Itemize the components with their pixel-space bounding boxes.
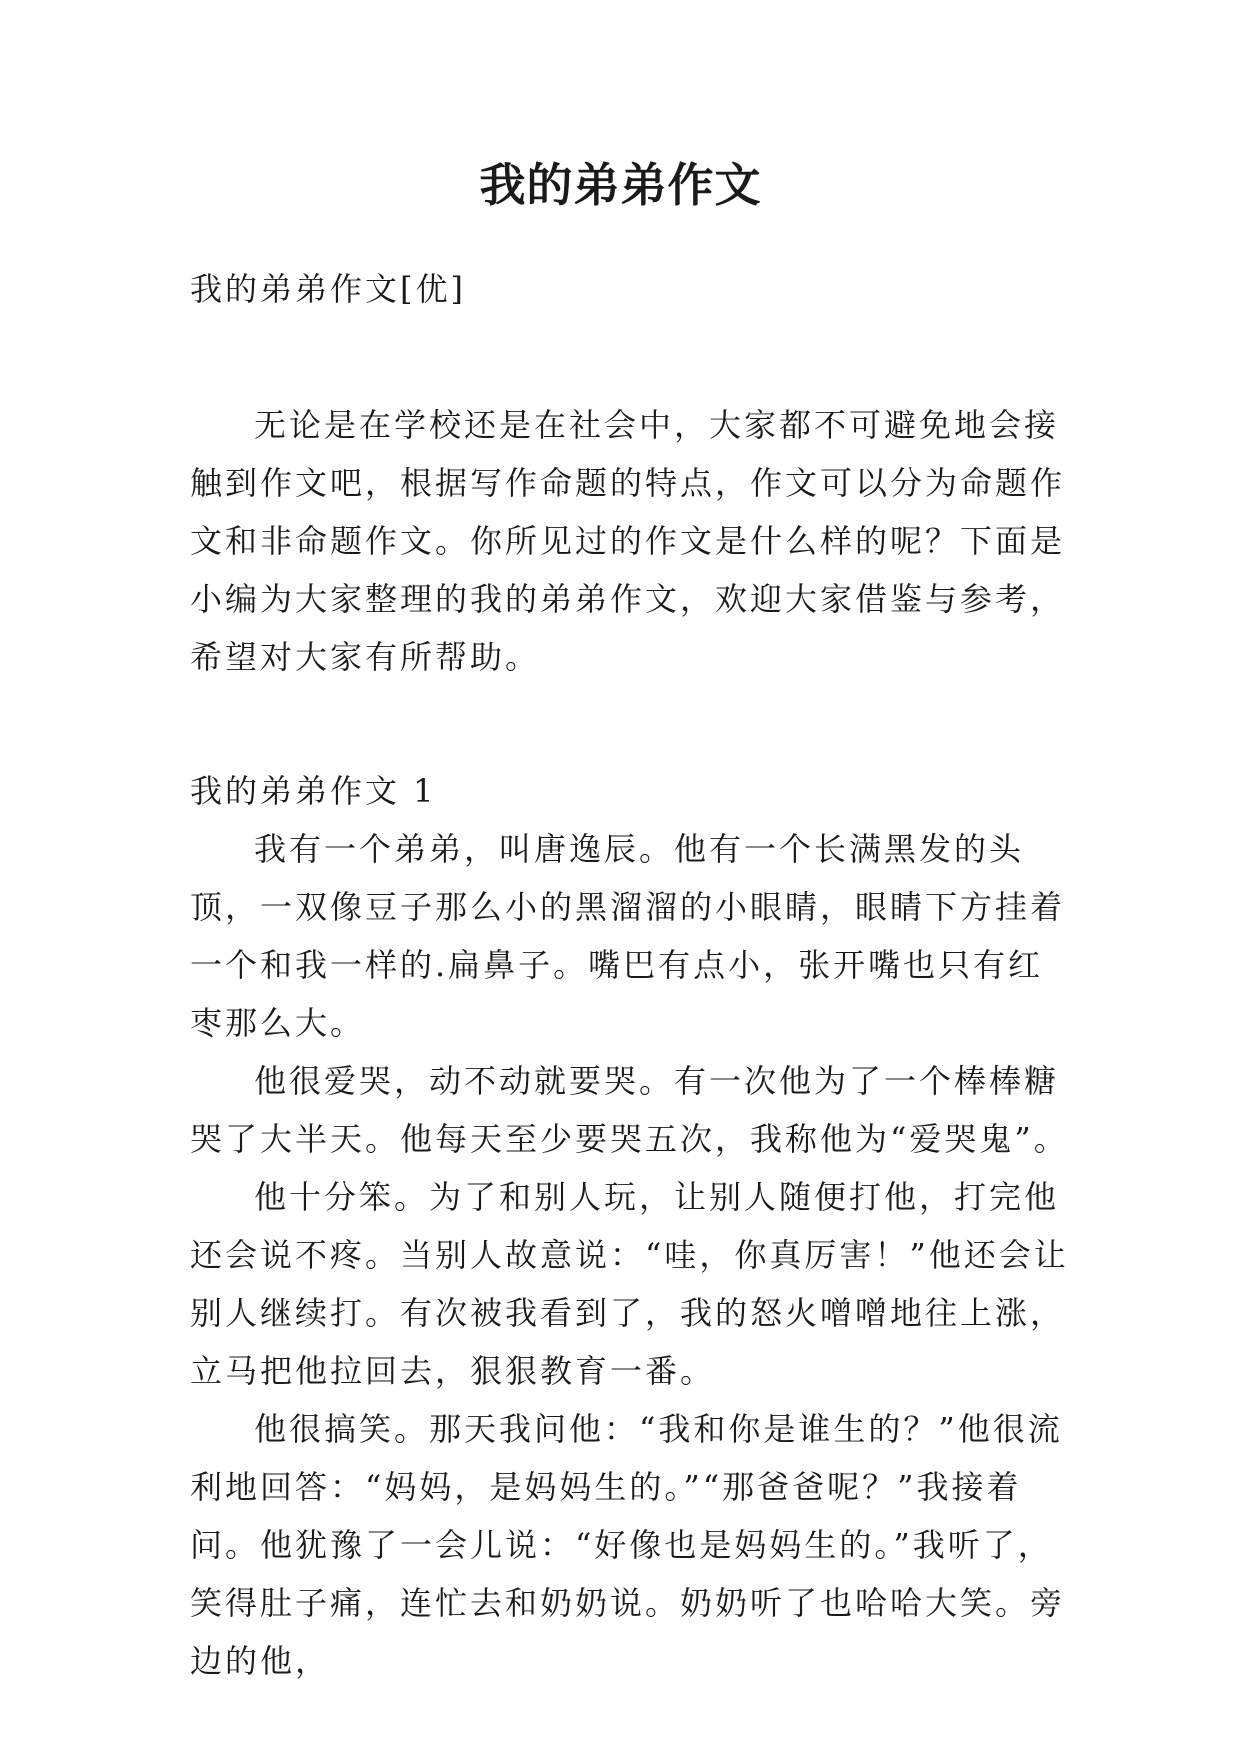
body-paragraph: 他十分笨。为了和别人玩，让别人随便打他，打完他还会说不疼。当别人故意说：“哇，你真厉害！”他还会让别人继续打。有次被我看到了，我的怒火噌噌地往上涨，立马把他拉回去，狠狠教育一番。	[190, 1178, 1069, 1390]
body-paragraph: 他很爱哭，动不动就要哭。有一次他为了一个棒棒糖哭了大半天。他每天至少要哭五次，我称他为“爱哭鬼”。	[190, 1062, 1069, 1158]
intro-paragraph: 无论是在学校还是在社会中，大家都不可避免地会接触到作文吧，根据写作命题的特点，作文可以分为命题作文和非命题作文。你所见过的作文是什么样的呢？下面是小编为大家整理的我的弟弟作文，欢迎大家借鉴与参考，希望对大家有所帮助。	[190, 406, 1066, 676]
section-title: 我的弟弟作文 1	[190, 772, 437, 810]
body-paragraph: 他很搞笑。那天我问他：“我和你是谁生的？”他很流利地回答：“妈妈，是妈妈生的。”“那爸爸呢？”我接着问。他犹豫了一会儿说：“好像也是妈妈生的。”我听了，笑得肚子痛，连忙去和奶奶说。奶奶听了也哈哈大笑。旁边的他，	[190, 1410, 1066, 1680]
body-paragraph: 我有一个弟弟，叫唐逸辰。他有一个长满黑发的头顶，一双像豆子那么小的黑溜溜的小眼睛，眼睛下方挂着一个和我一样的.扁鼻子。嘴巴有点小，张开嘴也只有红枣那么大。	[190, 830, 1066, 1042]
document-body	[190, 260, 1070, 1690]
document-title: 我的弟弟作文	[479, 158, 762, 212]
document-subtitle: 我的弟弟作文[优]	[190, 270, 466, 308]
